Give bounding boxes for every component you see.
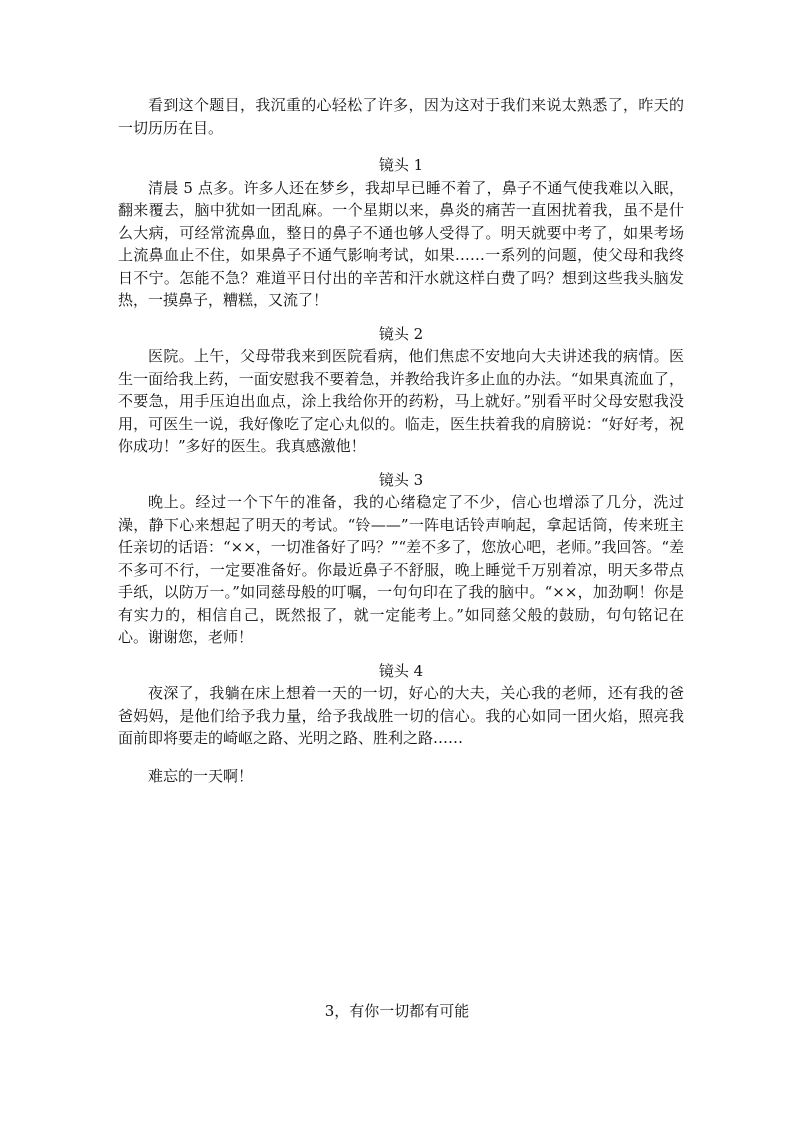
- section-paragraph-4: 夜深了，我躺在床上想着一天的一切，好心的大夫，关心我的老师，还有我的爸爸妈妈，是他们给予我力量，给予我战胜一切的信心。我的心如同一团火焰，照亮我面前即将要走的崎岖之路、光明之路、胜利之路……: [118, 684, 684, 747]
- section-paragraph-3: 晚上。经过一个下午的准备，我的心绪稳定了不少，信心也增添了几分，洗过澡，静下心来想起了明天的考试。“铃——”一阵电话铃声响起，拿起话筒，传来班主任亲切的话语：“××，一切准备好了吗？”“差不多了，您放心吧，老师。”我回答。“差不多可不行，一定要准备好。你最近鼻子不舒服，晚上睡觉千万别着凉，明天多带点手纸，以防万一。”如同慈母般的叮嘱，一句句印在了我的脑中。“××，加劲啊！你是有实力的，相信自己，既然报了，就一定能考上。”如同慈父般的鼓励，句句铭记在心。谢谢您，老师！: [118, 493, 684, 646]
- section-heading-2: 镜头 2: [378, 324, 424, 343]
- section-heading-1: 镜头 1: [378, 156, 424, 174]
- section-paragraph-1: 清晨 5 点多。许多人还在梦乡，我却早已睡不着了，鼻子不通气使我难以入眠，翻来覆去，脑中犹如一团乱麻。一个星期以来，鼻炎的痛苦一直困扰着我，虽不是什么大病，可经常流鼻血，整日的鼻子不通也够人受得了。明天就要中考了，如果考场上流鼻血止不住，如果鼻子不通气影响考试，如果……一系列的问题，使父母和我终日不宁。怎能不急？难道平日付出的辛苦和汗水就这样白费了吗？想到这些我头脑发热，一摸鼻子，糟糕，又流了！: [118, 178, 684, 309]
- closing-line: 难忘的一天啊！: [148, 766, 254, 785]
- essay-body: [118, 94, 684, 787]
- next-article-title: 3，有你一切都有可能: [324, 1002, 470, 1020]
- section-heading-4: 镜头 4: [378, 661, 424, 680]
- intro-paragraph: 看到这个题目，我沉重的心轻松了许多，因为这对于我们来说太熟悉了，昨天的一切历历在目。: [118, 96, 684, 137]
- section-paragraph-2: 医院。上午，父母带我来到医院看病，他们焦虑不安地向大夫讲述我的病情。医生一面给我上药，一面安慰我不要着急，并教给我许多止血的办法。“如果真流血了，不要急，用手压迫出血点，涂上我给你开的药粉，马上就好。”别看平时父母安慰我没用，可医生一说，我好像吃了定心丸似的。临走，医生扶着我的肩膀说：“好好考，祝你成功！”多好的医生。我真感激他！: [118, 347, 684, 455]
- section-heading-3: 镜头 3: [378, 470, 424, 489]
